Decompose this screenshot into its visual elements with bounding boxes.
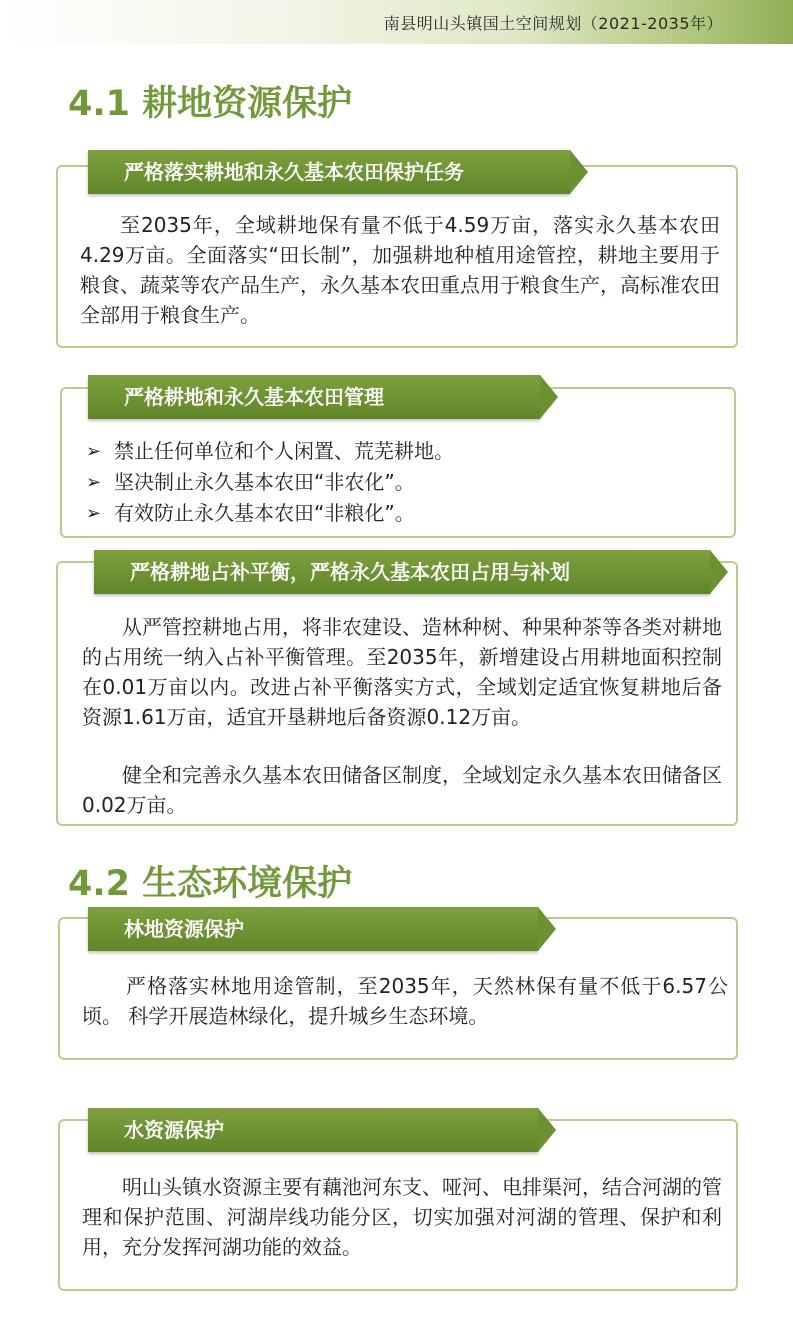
card-paragraph: 从严管控耕地占用，将非农建设、造林种树、种果种茶等各类对耕地的占用统一纳入占补平衡管理。至2035年，新增建设占用耕地面积控制在0.01万亩以内。改进占补平衡落实方式，全域划定适宜恢复耕地后备资源1.61万亩，适宜开垦耕地后备资源0.12万亩。 <box>82 615 722 729</box>
card-paragraph: 明山头镇水资源主要有藕池河东支、哑河、电排渠河，结合河湖的管理和保护范围、河湖岸线功能分区，切实加强对河湖的管理、保护和利用，充分发挥河湖功能的效益。 <box>82 1175 722 1259</box>
list-item: ➢ 坚决制止永久基本农田“非农化”。 <box>86 467 726 498</box>
arrowhead-bullet-icon: ➢ <box>86 503 102 524</box>
document-title: 南县明山头镇国土空间规划（2021-2035年） <box>383 14 723 33</box>
bullet-list <box>86 436 726 529</box>
card-paragraph: 严格落实林地用途管制，至2035年，天然林保有量不低于6.57公顷。 科学开展造林绿化，提升城乡生态环境。 <box>82 974 728 1028</box>
card-heading: 严格耕地占补平衡，严格永久基本农田占用与补划 <box>94 550 710 594</box>
card-paragraph: 至2035年，全域耕地保有量不低于4.59万亩，落实永久基本农田4.29万亩。全面落实“田长制”，加强耕地种植用途管控，耕地主要用于粮食、蔬菜等农产品生产，永久基本农田重点用于粮食生产，高标准农田全部用于粮食生产。 <box>80 213 720 327</box>
arrowhead-bullet-icon: ➢ <box>86 472 102 493</box>
section-title-4-1: 4.1 耕地资源保护 <box>68 84 353 124</box>
card-heading: 林地资源保护 <box>88 907 538 951</box>
list-item: ➢ 禁止任何单位和个人闲置、荒芜耕地。 <box>86 436 726 467</box>
card-heading: 水资源保护 <box>88 1108 538 1152</box>
card-heading: 严格落实耕地和永久基本农田保护任务 <box>88 150 570 194</box>
section-title-4-2: 4.2 生态环境保护 <box>68 864 353 904</box>
list-item: ➢ 有效防止永久基本农田“非粮化”。 <box>86 498 726 529</box>
card-heading: 严格耕地和永久基本农田管理 <box>88 375 540 419</box>
card-paragraph: 健全和完善永久基本农田储备区制度，全域划定永久基本农田储备区0.02万亩。 <box>82 763 722 817</box>
arrowhead-bullet-icon: ➢ <box>86 441 102 462</box>
